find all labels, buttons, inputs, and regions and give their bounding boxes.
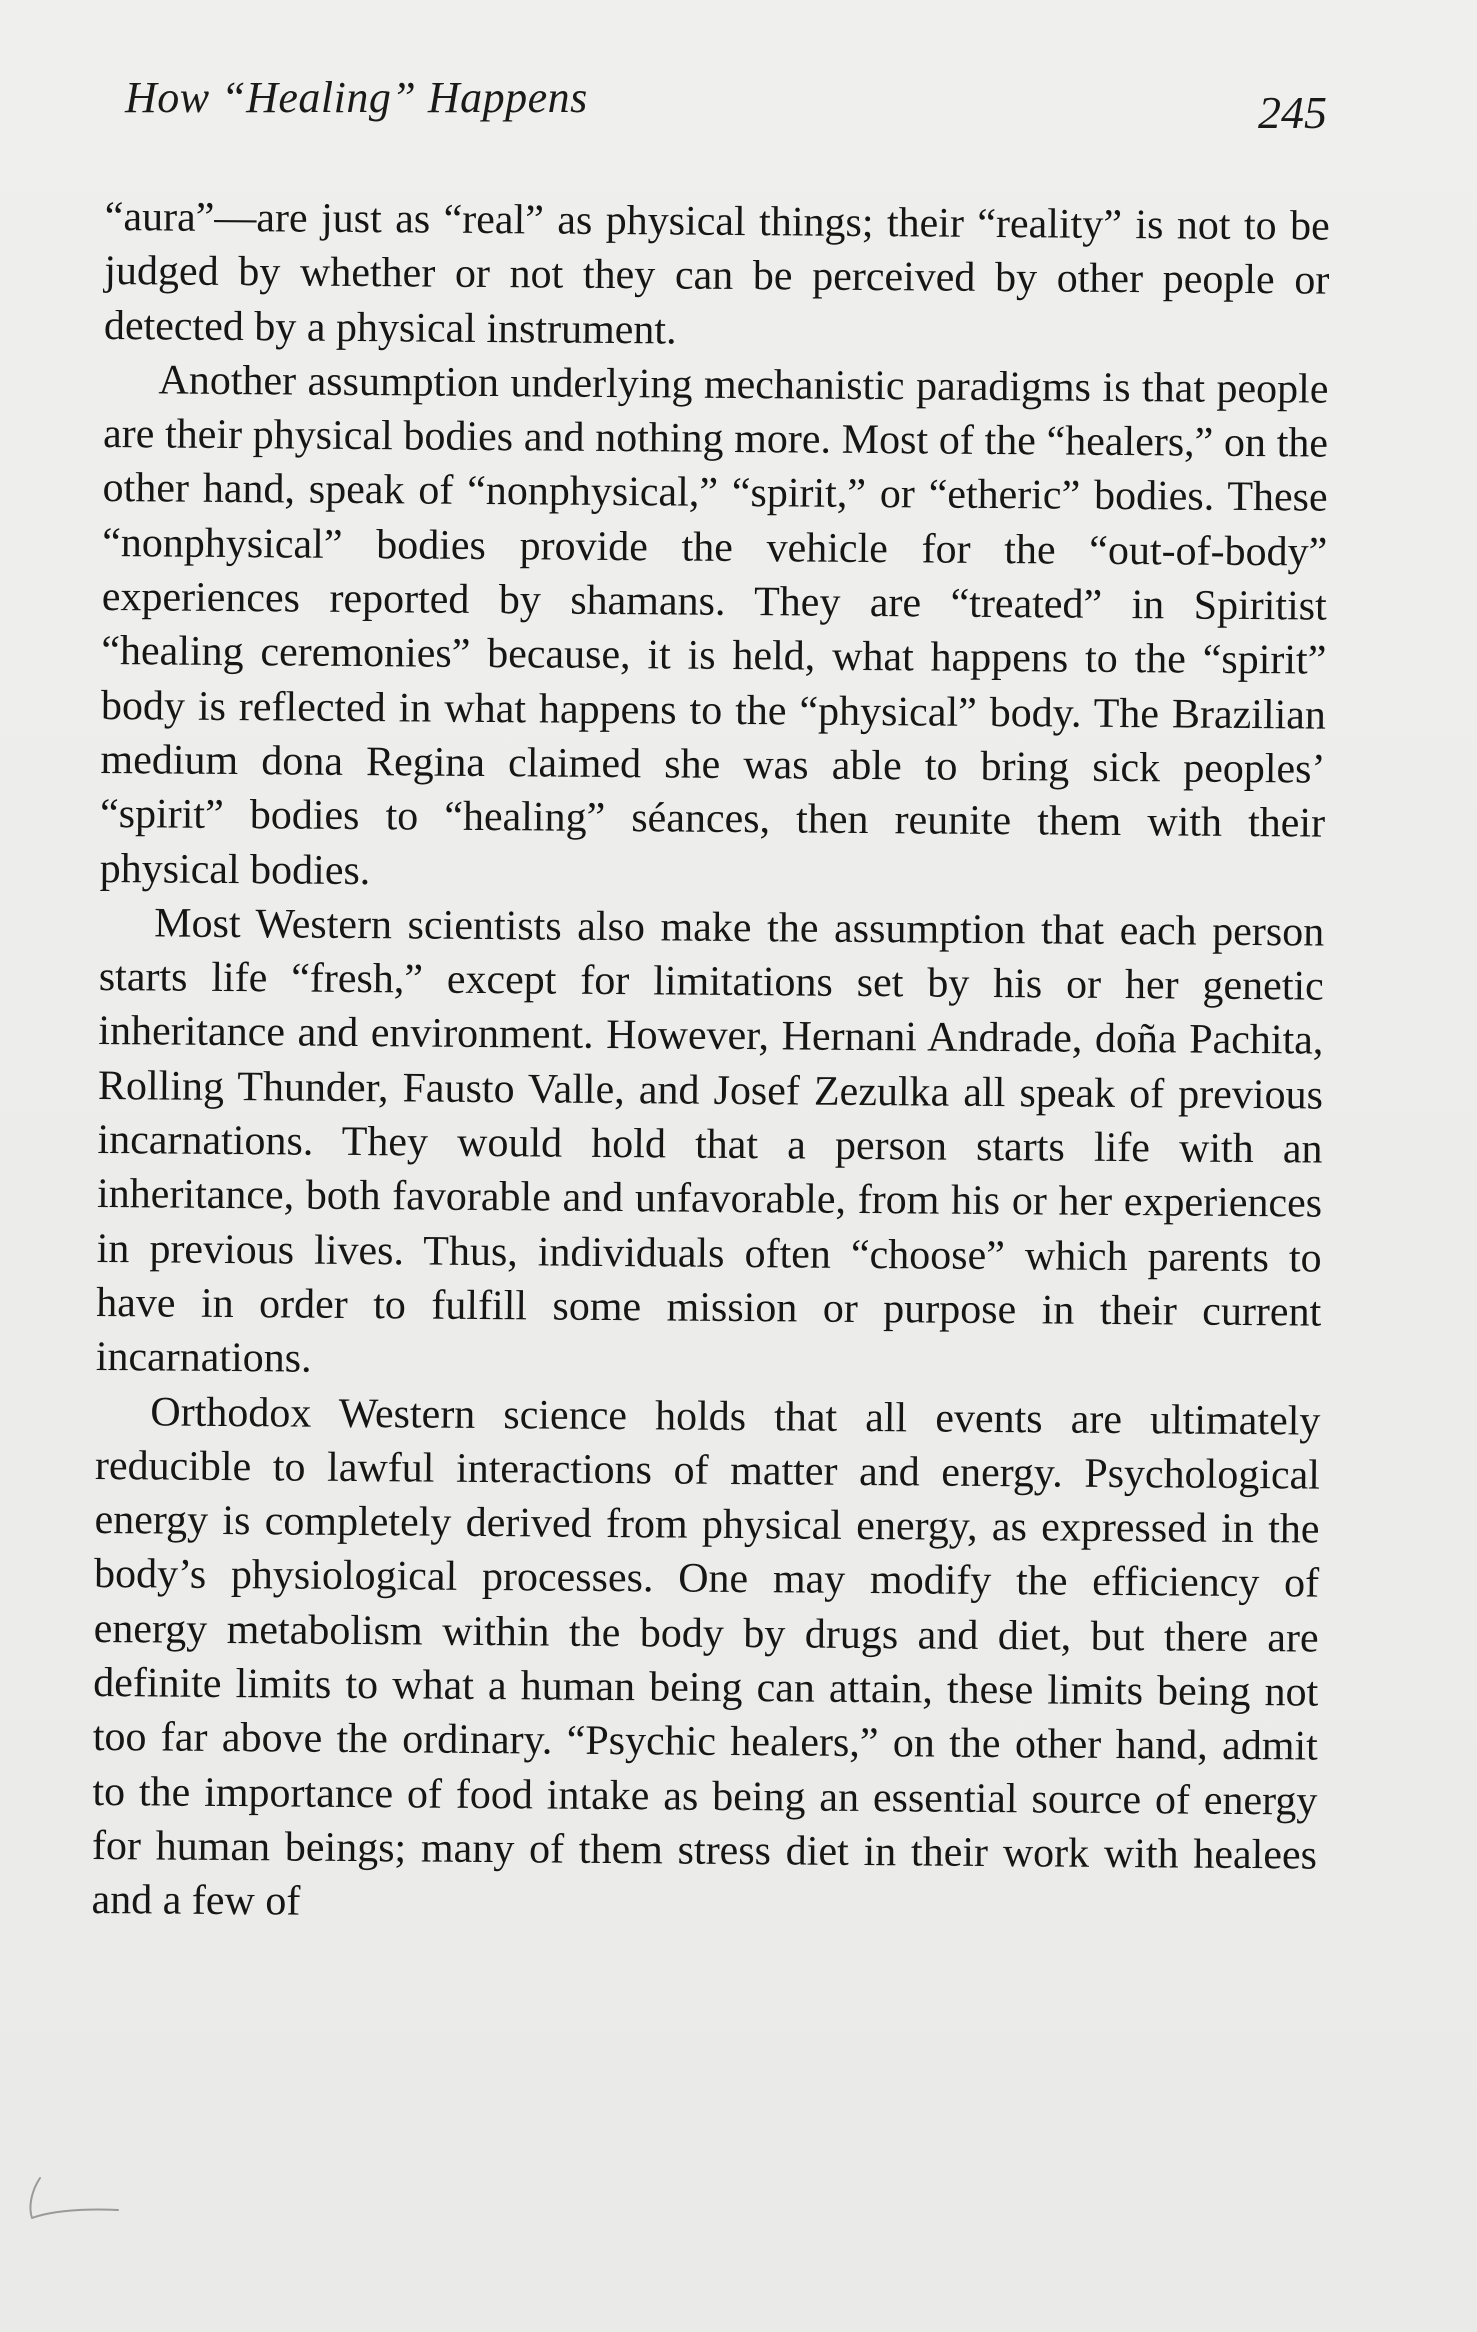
page-header <box>125 72 1327 152</box>
running-head: How “Healing” Happens <box>125 73 588 122</box>
pencil-mark-icon <box>18 2168 128 2228</box>
paragraph-1: “aura”—are just as “real” as physical things; their “reality” is not to be judged by whether or not they can be perceived by other people or detected by a physical instrument. <box>103 193 1330 354</box>
page-number: 245 <box>1258 87 1327 138</box>
body-text <box>91 190 1330 1937</box>
paragraph-2: Another assumption underlying mechanistic paradigms is that people are their physical bodies and nothing more. Most of the “healers,” on the other hand, speak of “nonphysical,” “spirit,” or “etheric” bodies. These “nonphysical” bodies provide the vehicle for the “out-of-body” experiences reported by shamans. They are “treated” in Spiritist “healing ceremonies” because, it is held, what happens to the “spirit” body is reflected in what happens to the “physical” body. The Brazilian medium dona Regina claimed she was able to bring sick peoples’ “spirit” bodies to “healing” séances, then reunite them with their physical bodies. <box>99 357 1329 894</box>
paragraph-3: Most Western scientists also make the assumption that each person starts life “fresh,” except for limitations set by his or her genetic inheritance and environment. However, Hernani Andrade, doña Pachita, Rolling Thunder, Fausto Valle, and Josef Zezulka all speak of previous incarnations. They would hold that a person starts life with an inheritance, both favorable and unfavorable, from his or her experiences in previous lives. Thus, individuals often “choose” which parents to have in order to fulfill some mission or purpose in their current incarnations. <box>95 900 1325 1382</box>
paragraph-4: Orthodox Western science holds that all events are ultimately reducible to lawful interactions of matter and energy. Psychological energy is completely derived from physical energy, as expressed in the body’s physiological processes. One may modify the efficiency of energy metabolism within the body by drugs and diet, but there are definite limits to what a human being can attain, these limits being not too far above the ordinary. “Psychic healers,” on the other hand, admit to the importance of food intake as being an essential source of energy for human beings; many of them stress diet in their work with healees and a few of <box>91 1388 1321 1925</box>
